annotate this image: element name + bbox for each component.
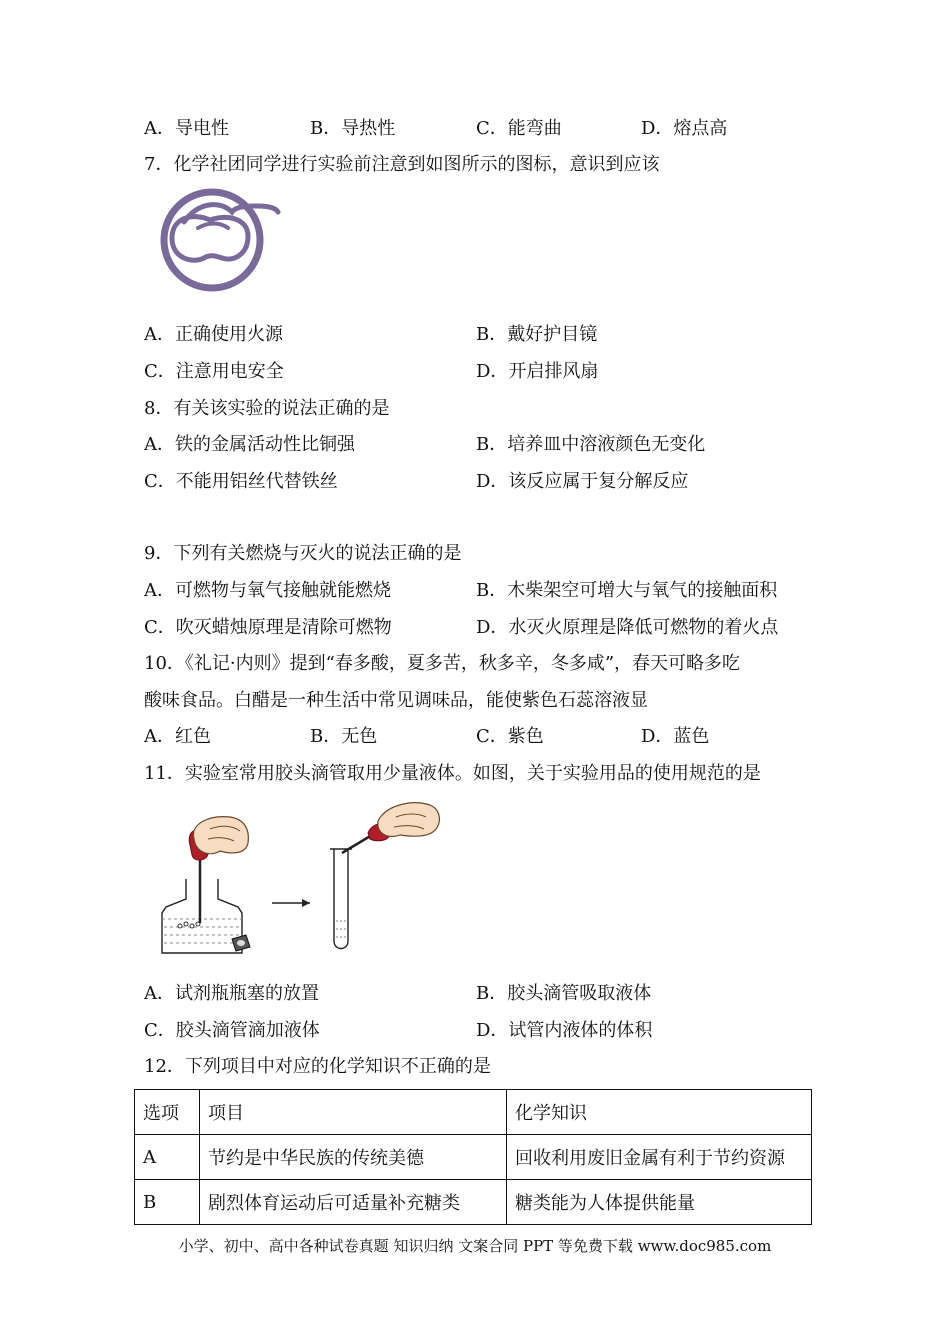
dropper-experiment-figure	[150, 795, 450, 965]
table-cell: A	[135, 1135, 200, 1180]
q11-stem: 11．实验室常用胶头滴管取用少量液体。如图，关于实验用品的使用规范的是	[144, 763, 761, 784]
knowledge-table	[134, 1089, 812, 1225]
q7-option-b: B．戴好护目镜	[476, 324, 598, 345]
table-header-cell: 项目	[200, 1090, 507, 1135]
page-footer: 小学、初中、高中各种试卷真题 知识归纳 文案合同 PPT 等免费下载 www.doc985.com	[178, 1237, 772, 1255]
q10-stem-line2: 酸味食品。白醋是一种生活中常见调味品，能使紫色石蕊溶液显	[144, 690, 648, 711]
q7-option-d: D．开启排风扇	[476, 361, 599, 382]
q10-option-d: D．蓝色	[641, 726, 710, 747]
q8-option-a: A．铁的金属活动性比铜强	[144, 434, 355, 455]
q10-option-b: B．无色	[310, 726, 378, 747]
q10-stem-line1: 10．《礼记·内则》提到“春多酸，夏多苦，秋多辛，冬多咸”，春天可略多吃	[144, 653, 741, 674]
table-cell: 剧烈体育运动后可适量补充糖类	[200, 1180, 507, 1225]
table-header-cell: 选项	[135, 1090, 200, 1135]
q7-stem: 7．化学社团同学进行实验前注意到如图所示的图标，意识到应该	[144, 154, 660, 175]
q10-option-a: A．红色	[144, 726, 211, 747]
table-cell: B	[135, 1180, 200, 1225]
q6-option-b: B．导热性	[310, 118, 396, 139]
q12-stem: 12．下列项目中对应的化学知识不正确的是	[144, 1056, 491, 1077]
q7-option-a: A．正确使用火源	[144, 324, 283, 345]
q8-option-d: D．该反应属于复分解反应	[476, 471, 689, 492]
q11-option-d: D．试管内液体的体积	[476, 1020, 653, 1041]
q10-option-c: C．紫色	[476, 726, 544, 747]
q8-stem: 8．有关该实验的说法正确的是	[144, 398, 390, 419]
table-header-cell: 化学知识	[507, 1090, 812, 1135]
q9-stem: 9．下列有关燃烧与灭火的说法正确的是	[144, 543, 462, 564]
q8-option-b: B．培养皿中溶液颜色无变化	[476, 434, 706, 455]
q9-option-b: B．木柴架空可增大与氧气的接触面积	[476, 580, 778, 601]
q11-option-b: B．胶头滴管吸取液体	[476, 983, 652, 1004]
table-header-row	[135, 1090, 812, 1135]
q6-option-c: C．能弯曲	[476, 118, 562, 139]
q6-option-d: D．熔点高	[641, 118, 728, 139]
q6-option-a: A．导电性	[144, 118, 229, 139]
q11-option-c: C．胶头滴管滴加液体	[144, 1020, 320, 1041]
table-cell: 糖类能为人体提供能量	[507, 1180, 812, 1225]
q9-option-a: A．可燃物与氧气接触就能燃烧	[144, 580, 391, 601]
table-row	[135, 1180, 812, 1225]
safety-goggles-icon	[158, 188, 282, 292]
q8-option-c: C．不能用铝丝代替铁丝	[144, 471, 338, 492]
table-row	[135, 1135, 812, 1180]
table-cell: 节约是中华民族的传统美德	[200, 1135, 507, 1180]
q11-option-a: A．试剂瓶瓶塞的放置	[144, 983, 319, 1004]
table-cell: 回收利用废旧金属有利于节约资源	[507, 1135, 812, 1180]
q7-option-c: C．注意用电安全	[144, 361, 284, 382]
q9-option-d: D．水灭火原理是降低可燃物的着火点	[476, 617, 779, 638]
q9-option-c: C．吹灭蜡烛原理是清除可燃物	[144, 617, 392, 638]
